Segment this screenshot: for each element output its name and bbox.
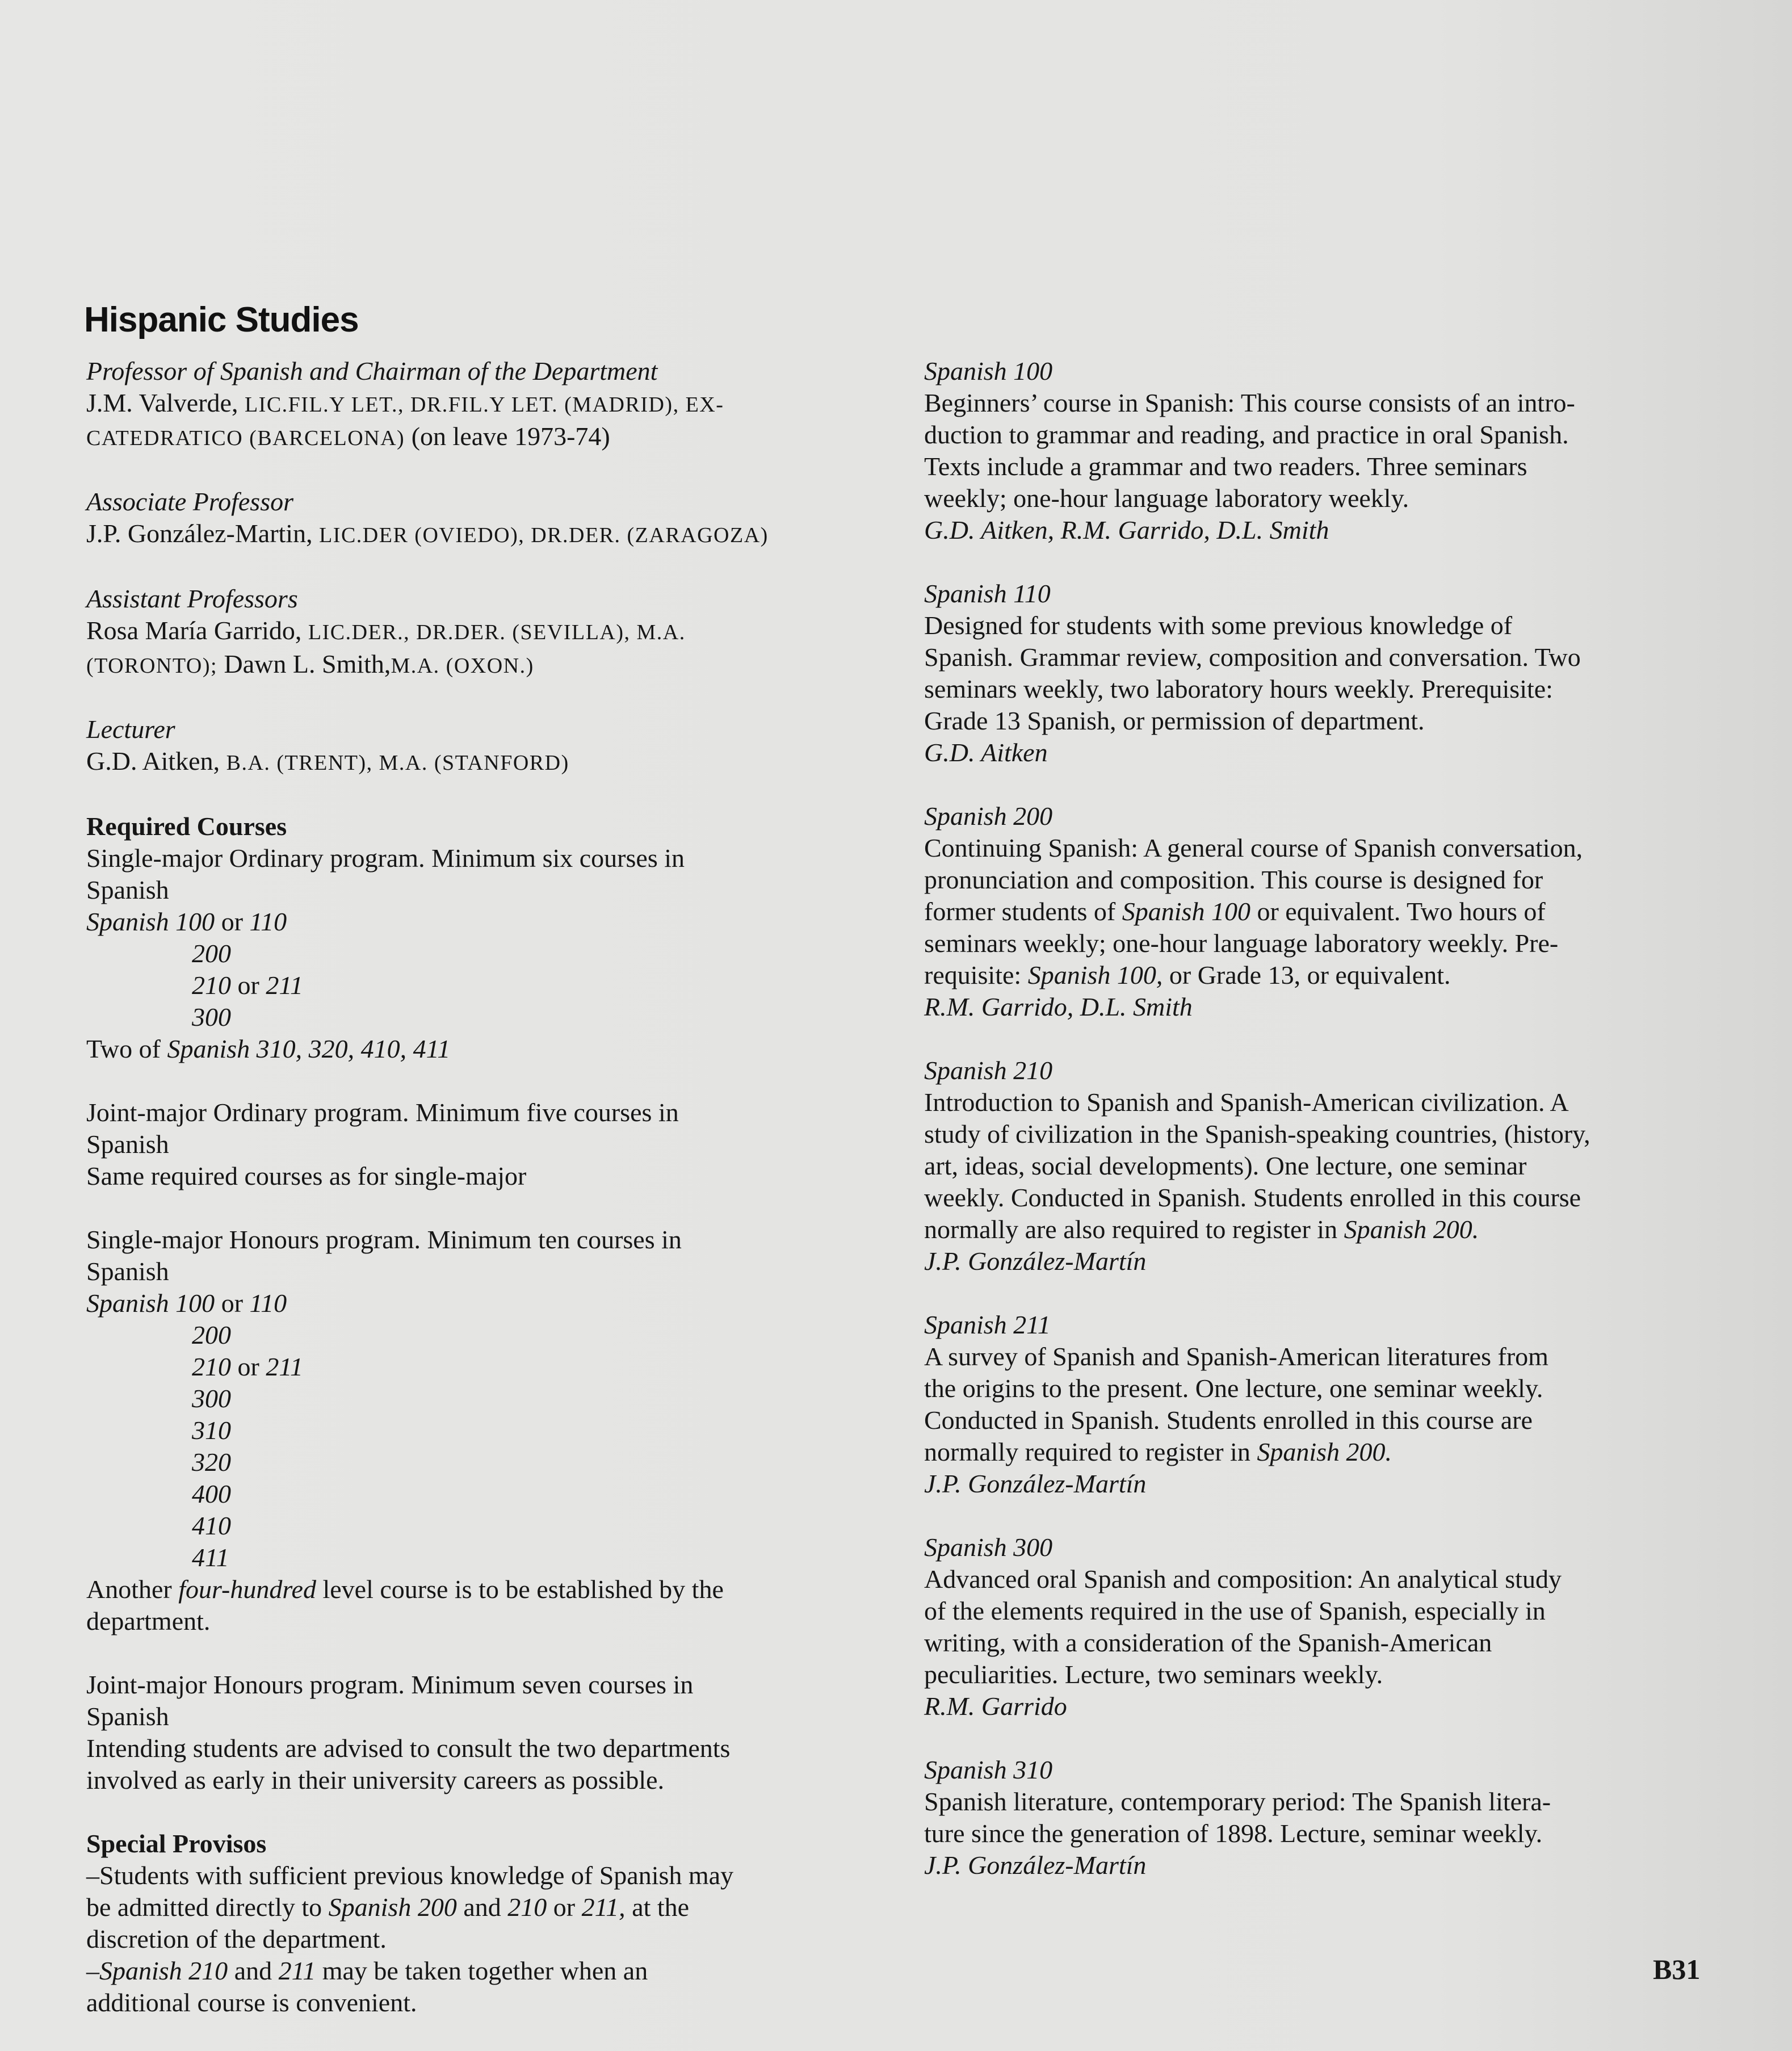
course-description-line <box>924 1373 1730 1404</box>
description-text: of the elements required in the use of Spanish, especially in <box>924 1596 1546 1625</box>
description-text: Introduction to Spanish and Spanish-American civilization. A <box>924 1088 1569 1117</box>
single-major-ordinary <box>86 842 898 1065</box>
course-description-line <box>924 419 1730 451</box>
faculty-degrees: B.A. (TRENT), M.A. (STANFORD) <box>226 751 569 775</box>
course-description-line <box>924 959 1730 991</box>
course-number: 410 <box>192 1511 231 1540</box>
course-description-line <box>924 1436 1730 1468</box>
course-number: 200 <box>192 939 231 968</box>
description-text: or Grade 13, or equivalent. <box>1163 961 1451 989</box>
course-number: 300 <box>192 1003 231 1031</box>
faculty-line <box>86 615 898 648</box>
description-text: Grade 13 Spanish, or permission of department. <box>924 706 1425 735</box>
faculty-degrees: M.A. (OXON.) <box>391 654 534 678</box>
special-provisos <box>86 1828 898 2019</box>
course-code: Spanish 100 <box>924 356 1053 385</box>
single-honours-note: Another four-hundred level course is to be established by the <box>86 1575 724 1604</box>
course-instructors: G.D. Aitken, R.M. Garrido, D.L. Smith <box>924 515 1329 544</box>
proviso-2-line-2: additional course is convenient. <box>86 1988 417 2017</box>
description-text: Continuing Spanish: A general course of Spanish conversation, <box>924 833 1583 862</box>
course-description-line <box>924 1659 1730 1691</box>
course-description-line <box>924 1563 1730 1595</box>
proviso-2-line-1: –Spanish 210 and 211 may be taken together when an <box>86 1956 648 1985</box>
course-description-line <box>924 864 1730 896</box>
faculty-line <box>86 421 898 454</box>
faculty-degrees: LIC.FIL.Y LET., DR.FIL.Y LET. (MADRID), EX- <box>244 393 724 417</box>
course-instructors: G.D. Aitken <box>924 738 1048 767</box>
faculty-rank: Associate Professor <box>86 487 293 516</box>
course-description-line <box>924 387 1730 419</box>
single-honours-intro-cont: Spanish <box>86 1257 169 1286</box>
faculty-line <box>86 518 898 551</box>
single-honours-intro: Single-major Honours program. Minimum ten courses in <box>86 1225 682 1254</box>
single-ordinary-electives: Two of Spanish 310, 320, 410, 411 <box>86 1034 451 1063</box>
single-ordinary-first-course: Spanish 100 or 110 <box>86 907 287 936</box>
proviso-1-line-2: be admitted directly to Spanish 200 and 210 or 211, at the <box>86 1893 690 1922</box>
description-text: requisite: <box>924 961 1028 989</box>
course-description-line <box>924 673 1730 705</box>
single-ordinary-intro-cont: Spanish <box>86 875 169 904</box>
description-text: Spanish literature, contemporary period: The Spanish litera- <box>924 1787 1551 1816</box>
course-description-line <box>924 1150 1730 1182</box>
faculty-degrees: (TORONTO); <box>86 654 218 678</box>
joint-ordinary-line-3: Same required courses as for single-major <box>86 1161 527 1190</box>
course-number: 210 <box>192 1352 231 1381</box>
required-course-item <box>86 1351 898 1383</box>
course-description-line <box>924 483 1730 514</box>
required-course-item <box>86 1001 898 1033</box>
faculty-block <box>86 583 898 682</box>
course-description-line <box>924 1087 1730 1118</box>
single-honours-note-cont: department. <box>86 1607 211 1635</box>
course-description-line <box>924 641 1730 673</box>
course-description-line <box>924 1627 1730 1659</box>
faculty-degrees: LIC.DER., DR.DER. (SEVILLA), M.A. <box>308 620 686 644</box>
faculty-rank: Lecturer <box>86 715 175 744</box>
joint-honours-line-4: involved as early in their university careers as possible. <box>86 1765 665 1794</box>
course-block <box>924 800 1730 1023</box>
description-text: Advanced oral Spanish and composition: An analytical study <box>924 1565 1562 1593</box>
faculty-block <box>86 714 898 779</box>
description-text: seminars weekly, two laboratory hours weekly. Prerequisite: <box>924 674 1553 703</box>
description-text: writing, with a consideration of the Spanish-American <box>924 1628 1492 1657</box>
description-text: normally are also required to register in <box>924 1215 1344 1244</box>
required-course-item <box>86 1319 898 1351</box>
course-number: 200 <box>192 1320 231 1349</box>
description-text: Spanish. Grammar review, composition and conversation. Two <box>924 643 1581 672</box>
course-block <box>924 1055 1730 1277</box>
required-course-item <box>86 970 898 1001</box>
description-text: the origins to the present. One lecture, one seminar weekly. <box>924 1374 1543 1403</box>
joint-major-ordinary <box>86 1097 898 1192</box>
required-course-item <box>86 1446 898 1478</box>
faculty-name: J.M. Valverde, <box>86 388 245 417</box>
faculty-rank: Professor of Spanish and Chairman of the Department <box>86 356 658 385</box>
required-courses <box>86 811 898 1796</box>
course-description-line <box>924 1182 1730 1214</box>
description-text: seminars weekly; one-hour language laboratory weekly. Pre- <box>924 929 1559 958</box>
description-text: study of civilization in the Spanish-speaking countries, (history, <box>924 1119 1590 1148</box>
page-title: Hispanic Studies <box>84 300 359 339</box>
or-text: or <box>231 1352 266 1381</box>
course-code: Spanish 200 <box>924 802 1053 831</box>
course-instructors: R.M. Garrido, D.L. Smith <box>924 992 1193 1021</box>
description-text: or equivalent. Two hours of <box>1250 897 1546 926</box>
required-course-item <box>86 1415 898 1446</box>
faculty-name: J.P. González-Martin, <box>86 519 320 548</box>
course-descriptions <box>924 355 1730 1913</box>
course-block <box>924 355 1730 546</box>
left-column <box>86 355 898 2050</box>
course-number: 310 <box>192 1416 231 1445</box>
description-text: Spanish 100, <box>1027 961 1163 989</box>
course-code: Spanish 300 <box>924 1533 1053 1562</box>
course-number: 400 <box>192 1479 231 1508</box>
course-block <box>924 1754 1730 1881</box>
course-code: Spanish 210 <box>924 1056 1053 1085</box>
course-code: Spanish 211 <box>924 1310 1051 1339</box>
faculty-line <box>86 648 898 682</box>
joint-honours-line-3: Intending students are advised to consult the two departments <box>86 1734 731 1763</box>
faculty-rank: Assistant Professors <box>86 584 298 613</box>
joint-honours-line-2: Spanish <box>86 1702 169 1731</box>
course-description-line <box>924 1818 1730 1849</box>
course-code: Spanish 310 <box>924 1755 1053 1784</box>
faculty-name: G.D. Aitken, <box>86 746 226 775</box>
course-number: 211 <box>266 971 303 1000</box>
required-course-item <box>86 1478 898 1510</box>
description-text: weekly. Conducted in Spanish. Students enrolled in this course <box>924 1183 1581 1212</box>
course-number: 300 <box>192 1384 231 1413</box>
faculty-line <box>86 745 898 779</box>
special-provisos-heading: Special Provisos <box>86 1829 267 1858</box>
required-course-item <box>86 1383 898 1415</box>
course-description-line <box>924 832 1730 864</box>
course-block <box>924 1532 1730 1722</box>
course-code: Spanish 110 <box>924 579 1051 608</box>
course-description-line <box>924 705 1730 737</box>
required-courses-heading: Required Courses <box>86 812 287 841</box>
course-description-line <box>924 1214 1730 1245</box>
course-block <box>924 1309 1730 1500</box>
description-text: art, ideas, social developments). One lecture, one seminar <box>924 1151 1527 1180</box>
course-description-line <box>924 1404 1730 1436</box>
course-description-line <box>924 896 1730 928</box>
description-text: peculiarities. Lecture, two seminars weekly. <box>924 1660 1383 1689</box>
faculty-note: Dawn L. Smith, <box>217 649 391 678</box>
faculty-list <box>86 355 898 779</box>
faculty-name: Rosa María Garrido, <box>86 616 308 645</box>
course-description-line <box>924 928 1730 959</box>
single-ordinary-course-list <box>86 938 898 1033</box>
description-text: Spanish 100 <box>1122 897 1250 926</box>
required-course-item <box>86 1510 898 1542</box>
description-text: weekly; one-hour language laboratory weekly. <box>924 484 1409 513</box>
description-text: pronunciation and composition. This course is designed for <box>924 865 1543 894</box>
course-instructors: R.M. Garrido <box>924 1692 1067 1721</box>
course-description-line <box>924 1595 1730 1627</box>
course-instructors: J.P. González-Martín <box>924 1469 1147 1498</box>
description-text: normally required to register in <box>924 1437 1257 1466</box>
description-text: Beginners’ course in Spanish: This course consists of an intro- <box>924 388 1575 417</box>
page-number: B31 <box>1653 1953 1701 1985</box>
single-honours-first-course: Spanish 100 or 110 <box>86 1289 287 1318</box>
course-number: 320 <box>192 1448 231 1477</box>
joint-ordinary-line-1: Joint-major Ordinary program. Minimum five courses in <box>86 1098 679 1127</box>
course-number: 411 <box>192 1543 229 1572</box>
faculty-block <box>86 355 898 454</box>
or-text: or <box>231 971 266 1000</box>
faculty-line <box>86 387 898 421</box>
course-description-line <box>924 1786 1730 1818</box>
description-text: Designed for students with some previous knowledge of <box>924 611 1513 640</box>
course-description-line <box>924 1118 1730 1150</box>
description-text: duction to grammar and reading, and practice in oral Spanish. <box>924 420 1569 449</box>
joint-ordinary-line-2: Spanish <box>86 1130 169 1159</box>
description-text: Spanish 200. <box>1344 1215 1479 1244</box>
description-text: Conducted in Spanish. Students enrolled in this course are <box>924 1406 1533 1435</box>
description-text: ture since the generation of 1898. Lecture, seminar weekly. <box>924 1819 1543 1848</box>
course-instructors: J.P. González-Martín <box>924 1247 1147 1276</box>
course-number: 211 <box>266 1352 303 1381</box>
faculty-degrees: CATEDRATICO (BARCELONA) <box>86 426 405 450</box>
course-description-line <box>924 1341 1730 1373</box>
faculty-degrees: LIC.DER (OVIEDO), DR.DER. (ZARAGOZA) <box>319 523 769 547</box>
description-text: Texts include a grammar and two readers. Three seminars <box>924 452 1527 481</box>
description-text: A survey of Spanish and Spanish-American literatures from <box>924 1342 1548 1371</box>
single-honours-course-list <box>86 1319 898 1574</box>
joint-major-honours <box>86 1669 898 1796</box>
single-major-honours <box>86 1224 898 1637</box>
description-text: former students of <box>924 897 1122 926</box>
course-description-line <box>924 451 1730 483</box>
course-number: 210 <box>192 971 231 1000</box>
single-ordinary-intro: Single-major Ordinary program. Minimum six courses in <box>86 844 685 873</box>
course-block <box>924 578 1730 769</box>
required-course-item <box>86 938 898 970</box>
faculty-block <box>86 486 898 551</box>
joint-honours-line-1: Joint-major Honours program. Minimum seven courses in <box>86 1670 694 1699</box>
course-description-line <box>924 610 1730 641</box>
proviso-1-line-3: discretion of the department. <box>86 1924 387 1953</box>
required-course-item <box>86 1542 898 1574</box>
course-instructors: J.P. González-Martín <box>924 1851 1147 1880</box>
faculty-note: (on leave 1973-74) <box>405 422 610 451</box>
proviso-1-line-1: –Students with sufficient previous knowledge of Spanish may <box>86 1861 734 1890</box>
description-text: Spanish 200. <box>1257 1437 1392 1466</box>
